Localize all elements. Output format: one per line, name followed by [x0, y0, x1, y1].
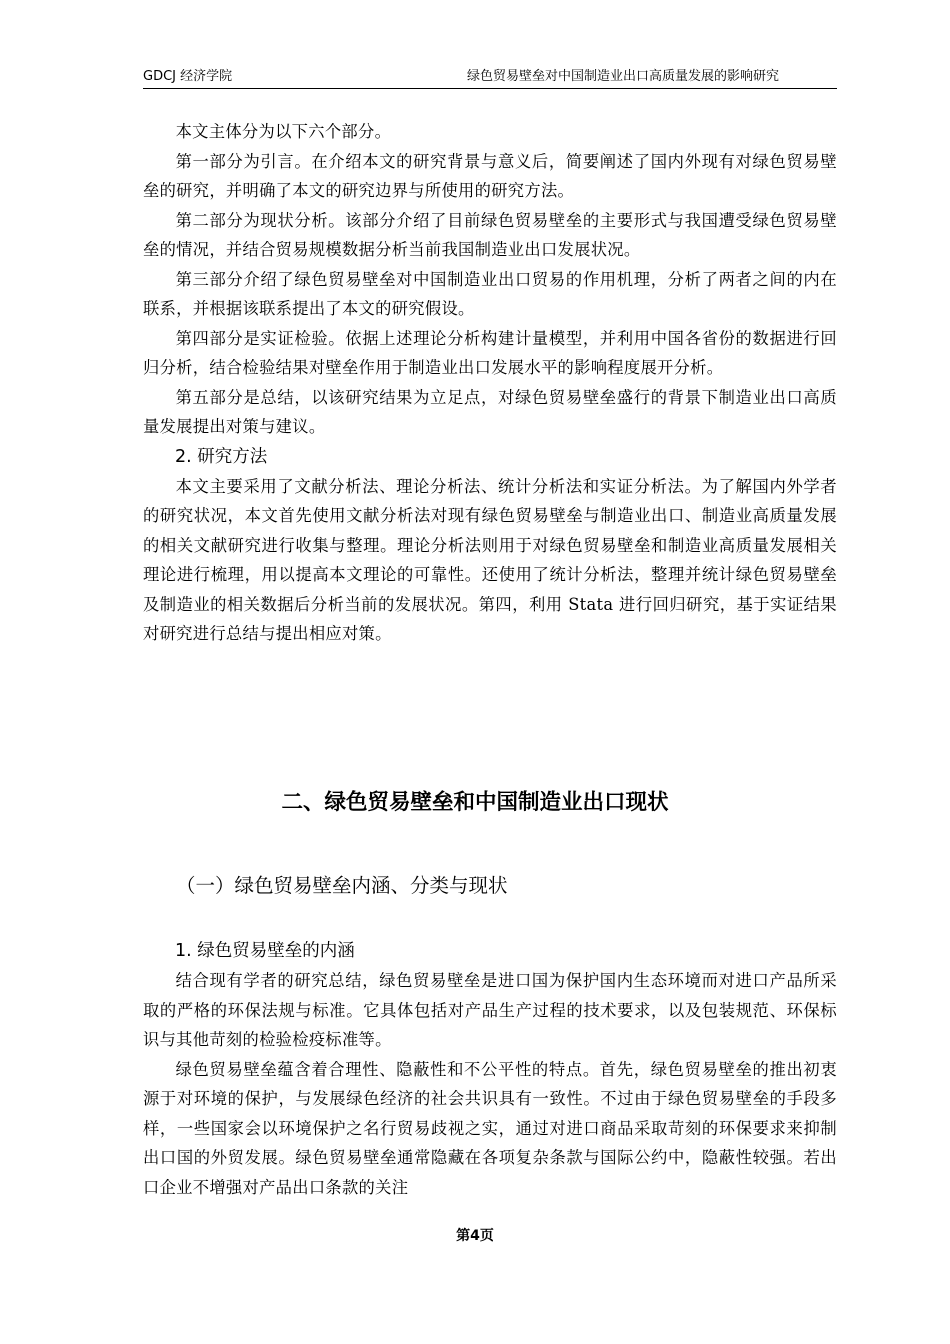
- paragraph: 第五部分是总结，以该研究结果为立足点，对绿色贸易壁垒盛行的背景下制造业出口高质量发展提出对策与建议。: [143, 387, 837, 436]
- paragraph: 第二部分为现状分析。该部分介绍了目前绿色贸易壁垒的主要形式与我国遭受绿色贸易壁垒的情况，并结合贸易规模数据分析当前我国制造业出口发展状况。: [143, 210, 837, 259]
- definition-section-body: [143, 936, 837, 1202]
- paragraph: 第四部分是实证检验。依据上述理论分析构建计量模型，并利用中国各省份的数据进行回归分析，结合检验结果对壁垒作用于制造业出口发展水平的影响程度展开分析。: [143, 328, 837, 377]
- page-number: 第4页: [456, 1228, 494, 1244]
- paragraph: 本文主体分为以下六个部分。: [175, 122, 392, 141]
- page-header: [143, 66, 837, 89]
- definition-subheading: 1. 绿色贸易壁垒的内涵: [175, 941, 355, 961]
- header-paper-title: 绿色贸易壁垒对中国制造业出口高质量发展的影响研究: [466, 69, 779, 84]
- method-subheading: 2. 研究方法: [175, 446, 268, 467]
- section-title: （一）绿色贸易壁垒内涵、分类与现状: [176, 874, 508, 897]
- intro-section-body: [143, 117, 837, 649]
- paragraph: 绿色贸易壁垒蕴含着合理性、隐蔽性和不公平性的特点。首先，绿色贸易壁垒的推出初衷源于对环境的保护，与发展绿色经济的社会共识具有一致性。不过由于绿色贸易壁垒的手段多样，一些国家会以环境保护之名行贸易歧视之实，通过对进口商品采取苛刻的环保要求来抑制出口国的外贸发展。绿色贸易壁垒通常隐藏在各项复杂条款与国际公约中，隐蔽性较强。若出口企业不增强对产品出口条款的关注: [143, 1059, 837, 1197]
- header-institution: GDCJ 经济学院: [143, 69, 233, 84]
- chapter-title: 二、绿色贸易壁垒和中国制造业出口现状: [281, 790, 669, 815]
- paragraph: 结合现有学者的研究总结，绿色贸易壁垒是进口国为保护国内生态环境而对进口产品所采取的严格的环保法规与标准。它具体包括对产品生产过程的技术要求，以及包装规范、环保标识与其他苛刻的检验检疫标准等。: [143, 971, 837, 1049]
- paragraph: 第一部分为引言。在介绍本文的研究背景与意义后，简要阐述了国内外现有对绿色贸易壁垒的研究，并明确了本文的研究边界与所使用的研究方法。: [143, 151, 837, 200]
- paragraph: 本文主要采用了文献分析法、理论分析法、统计分析法和实证分析法。为了解国内外学者的研究状况，本文首先使用文献分析法对现有绿色贸易壁垒与制造业出口、制造业高质量发展的相关文献研究进行收集与整理。理论分析法则用于对绿色贸易壁垒和制造业高质量发展相关理论进行梳理，用以提高本文理论的可靠性。还使用了统计分析法，整理并统计绿色贸易壁垒及制造业的相关数据后分析当前的发展状况。第四，利用 Stata 进行回归研究，基于实证结果对研究进行总结与提出相应对策。: [143, 476, 837, 643]
- paragraph: 第三部分介绍了绿色贸易壁垒对中国制造业出口贸易的作用机理，分析了两者之间的内在联系，并根据该联系提出了本文的研究假设。: [143, 269, 837, 318]
